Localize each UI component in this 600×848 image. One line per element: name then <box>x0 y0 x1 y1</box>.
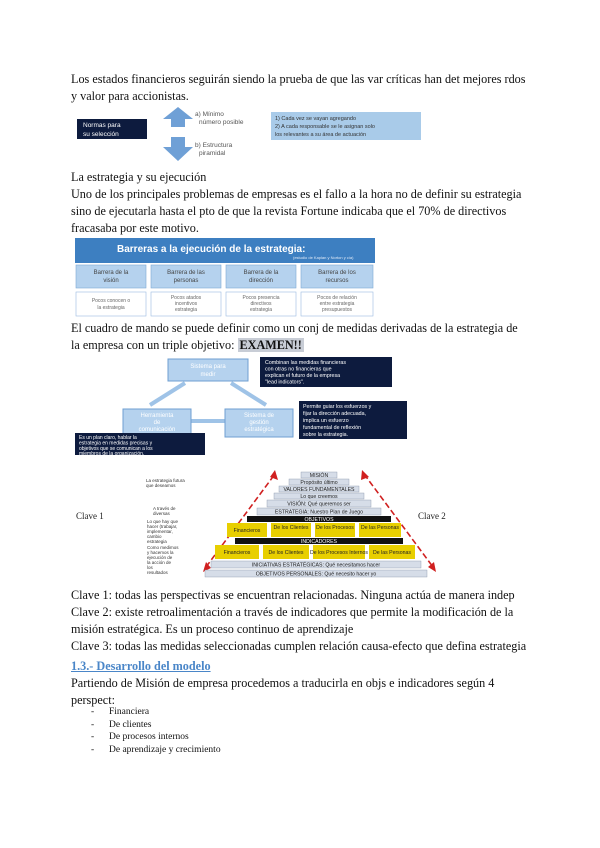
svg-text:de: de <box>153 420 161 426</box>
svg-text:ESTRATEGIA: Nuestro Plan de Ju: ESTRATEGIA: Nuestro Plan de Juego <box>274 509 364 516</box>
svg-text:entre estrategia: entre estrategia <box>319 301 355 307</box>
svg-text:Barrera de las: Barrera de las <box>167 270 205 276</box>
down-arrow <box>163 137 193 161</box>
svg-text:La estrategia futura: La estrategia futura <box>146 478 185 483</box>
svg-text:De los Procesos Internos: De los Procesos Internos <box>310 550 368 556</box>
svg-text:Barrera de la: Barrera de la <box>243 270 279 276</box>
barrier-vision <box>76 265 146 316</box>
svg-text:De las Personas: De las Personas <box>372 550 412 556</box>
list-item: - De aprendizaje y crecimiento <box>91 744 221 757</box>
svg-text:Pocos conocen o: Pocos conocen o <box>91 298 131 304</box>
section-strategy-line-4: fracasaba por este motivo. <box>71 221 199 235</box>
svg-text:implementar,: implementar, <box>147 529 173 534</box>
svg-text:visión: visión <box>103 278 119 284</box>
norms-box-line-1: Normas para <box>83 122 121 129</box>
svg-text:VALORES FUNDAMENTALES: VALORES FUNDAMENTALES <box>283 487 355 493</box>
svg-text:gestión: gestión <box>249 420 269 426</box>
svg-text:la acción de: la acción de <box>147 560 172 565</box>
svg-text:OBJETIVOS: OBJETIVOS <box>304 517 334 523</box>
svg-text:Barrera de la: Barrera de la <box>93 270 129 276</box>
svg-text:1) Cada vez se vayan agregand: 1) Cada vez se vayan agregando <box>275 116 357 122</box>
svg-text:ejecución de: ejecución de <box>147 555 173 560</box>
perspectives-list <box>91 706 221 756</box>
clave-2-label: Clave 2 <box>418 511 446 521</box>
svg-text:la estrategia: la estrategia <box>97 305 125 311</box>
svg-text:OBJETIVOS PERSONALES: Qué nece: OBJETIVOS PERSONALES: Qué necesito hacer yo <box>255 571 377 578</box>
svg-text:hacer (trabajar,: hacer (trabajar, <box>147 524 178 529</box>
svg-text:fundamental de reflexión: fundamental de reflexión <box>303 425 362 431</box>
svg-text:los relevantes a su área de ac: los relevantes a su área de actuación <box>275 132 367 138</box>
barrier-management <box>226 265 296 316</box>
svg-text:estrategia: estrategia <box>175 307 197 313</box>
svg-text:Financieros: Financieros <box>223 550 251 556</box>
svg-text:Barrera de los: Barrera de los <box>318 270 356 276</box>
clave-3-text: Clave 3: todas las medidas seleccionadas cumplen relación causa-efecto que defina estrategia <box>71 639 527 653</box>
barriers-title: Barreras a la ejecución de la estrategia: <box>117 244 306 255</box>
up-arrow <box>163 107 193 127</box>
svg-text:Lo que creemos: Lo que creemos <box>300 494 338 500</box>
svg-text:a) Mínimo: a) Mínimo <box>195 111 224 118</box>
svg-text:dirección: dirección <box>248 278 274 284</box>
svg-text:con otras no financieras que: con otras no financieras que <box>265 366 332 373</box>
svg-text:objetivos que se comunican a l: objetivos que se comunican a los <box>79 446 153 452</box>
scorecard-definition-line-1: El cuadro de mando se puede definir como un conj de medidas derivadas de la estrategia de <box>71 321 518 335</box>
svg-text:comunicación: comunicación <box>138 427 176 433</box>
clave-1-text: Clave 1: todas las perspectivas se encuentran relacionadas. Ninguna actúa de manera indep <box>71 588 515 602</box>
svg-text:incentivos: incentivos <box>174 301 198 307</box>
svg-text:INDICADORES: INDICADORES <box>300 539 338 545</box>
norms-box-line-2: su selección <box>83 131 119 138</box>
triple-objective-diagram <box>75 353 415 455</box>
svg-text:Lo que hay que: Lo que hay que <box>147 519 179 524</box>
svg-text:diversas: diversas <box>153 511 170 516</box>
barrier-resources <box>301 265 373 316</box>
model-development-line-2: perspect: <box>71 693 115 707</box>
selection-norms-diagram <box>75 107 425 165</box>
model-development-line-1: Partiendo de Misión de empresa procedemos a traducirla en objs e indicadores según 4 <box>71 676 495 690</box>
svg-text:De los Procesos: De los Procesos <box>316 525 354 531</box>
svg-text:De las Personas: De las Personas <box>360 525 400 531</box>
svg-text:estratégica: estratégica <box>244 427 274 433</box>
svg-text:Pocos presencia: Pocos presencia <box>242 295 280 301</box>
svg-text:número posible: número posible <box>199 119 244 126</box>
svg-text:cambio: cambio <box>147 534 162 539</box>
svg-text:Sistema de: Sistema de <box>243 413 275 419</box>
svg-text:estrategia en medidas precisas: estrategia en medidas precisas y <box>79 440 153 447</box>
exam-highlight: EXAMEN!! <box>239 338 302 352</box>
svg-text:Financieros: Financieros <box>233 528 261 534</box>
svg-text:recursos: recursos <box>325 278 349 284</box>
svg-text:personas: personas <box>173 278 199 284</box>
pyramid-side-labels <box>146 478 185 575</box>
svg-text:presupuestos: presupuestos <box>321 307 353 313</box>
model-development-heading: 1.3.- Desarrollo del modelo <box>71 659 211 673</box>
svg-text:estrategia: estrategia <box>147 539 167 544</box>
svg-text:2) A cada responsable se le a: 2) A cada responsable se le asignan solo <box>275 124 375 130</box>
svg-text:los: los <box>147 565 153 570</box>
svg-text:estrategia: estrategia <box>250 307 272 313</box>
connector-left <box>150 383 185 405</box>
svg-text:De los Clientes: De los Clientes <box>273 525 309 531</box>
svg-text:fijar la dirección adecuada,: fijar la dirección adecuada, <box>303 411 367 417</box>
section-strategy-line-3: sino de ejecutarla hasta el pto de que la revista Fortune indicaba que el 70% de directivos <box>71 204 507 218</box>
svg-text:A través de: A través de <box>153 506 176 511</box>
svg-text:resultados: resultados <box>147 570 168 575</box>
svg-text:Herramienta: Herramienta <box>140 413 174 419</box>
svg-text:Es un plan claro, hablar la: Es un plan claro, hablar la <box>79 435 137 441</box>
intro-line-1: Los estados financieros seguirán siendo la prueba de que las var críticas han det mejores rdos <box>71 72 526 86</box>
svg-text:Como medimos: Como medimos <box>147 545 179 550</box>
svg-text:Propósito último: Propósito último <box>300 480 338 486</box>
clave-2-text-line-1: Clave 2: existe retroalimentación a través de indicadores que permite la modificación de la <box>71 605 514 619</box>
list-item: - De clientes <box>91 719 221 732</box>
section-strategy-title: La estrategia y su ejecución <box>71 170 207 184</box>
barriers-diagram <box>75 238 375 318</box>
scorecard-definition-line-2: la empresa con un triple objetivo: EXAMEN!! <box>71 338 302 352</box>
svg-text:directivos: directivos <box>250 301 272 307</box>
svg-text:INICIATIVAS ESTRATÉGICAS: Qué: INICIATIVAS ESTRATÉGICAS: Qué necesitamos hacer <box>251 562 381 569</box>
barriers-subtitle: (estudio de Kaplan y Norton y cía) <box>293 255 354 260</box>
svg-text:De los Clientes: De los Clientes <box>268 550 304 556</box>
svg-text:Pocos de relación: Pocos de relación <box>317 295 357 301</box>
svg-text:b) Estructura: b) Estructura <box>195 142 233 149</box>
svg-text:Sistema para: Sistema para <box>190 364 226 370</box>
list-item: - Financiera <box>91 706 221 719</box>
clave-1-label: Clave 1 <box>76 511 104 521</box>
strategy-pyramid-diagram <box>75 468 535 584</box>
intro-line-2: y valor para accionistas. <box>71 89 189 103</box>
svg-text:"lead indicators".: "lead indicators". <box>265 379 305 386</box>
svg-text:y hacemos la: y hacemos la <box>147 550 174 555</box>
svg-text:implica un esfuerzo: implica un esfuerzo <box>303 418 349 424</box>
list-item: - De procesos internos <box>91 731 221 744</box>
svg-text:Pocos atados: Pocos atados <box>170 295 202 301</box>
svg-text:medir: medir <box>200 372 216 378</box>
section-strategy-line-2: Uno de los principales problemas de empresas es el fallo a la hora no de definir su estrategia <box>71 187 522 201</box>
svg-text:explican el futuro de la empre: explican el futuro de la empresa <box>265 373 341 379</box>
svg-text:que deseamos: que deseamos <box>146 483 176 488</box>
svg-text:sobre la estrategia.: sobre la estrategia. <box>303 432 349 438</box>
svg-text:piramidal: piramidal <box>199 150 226 157</box>
clave-2-text-line-2: misión estratégica. Es un proceso continuo de aprendizaje <box>71 622 354 636</box>
svg-text:VISIÓN: Qué queremos ser: VISIÓN: Qué queremos ser <box>287 501 351 508</box>
barrier-people <box>151 265 221 316</box>
svg-text:Permite guiar los esfuerzos y: Permite guiar los esfuerzos y <box>303 404 372 410</box>
svg-text:Combinan las medidas financier: Combinan las medidas financieras <box>265 360 346 366</box>
svg-text:MISIÓN: MISIÓN <box>309 473 329 479</box>
svg-text:miembros de la organización.: miembros de la organización. <box>79 451 145 455</box>
